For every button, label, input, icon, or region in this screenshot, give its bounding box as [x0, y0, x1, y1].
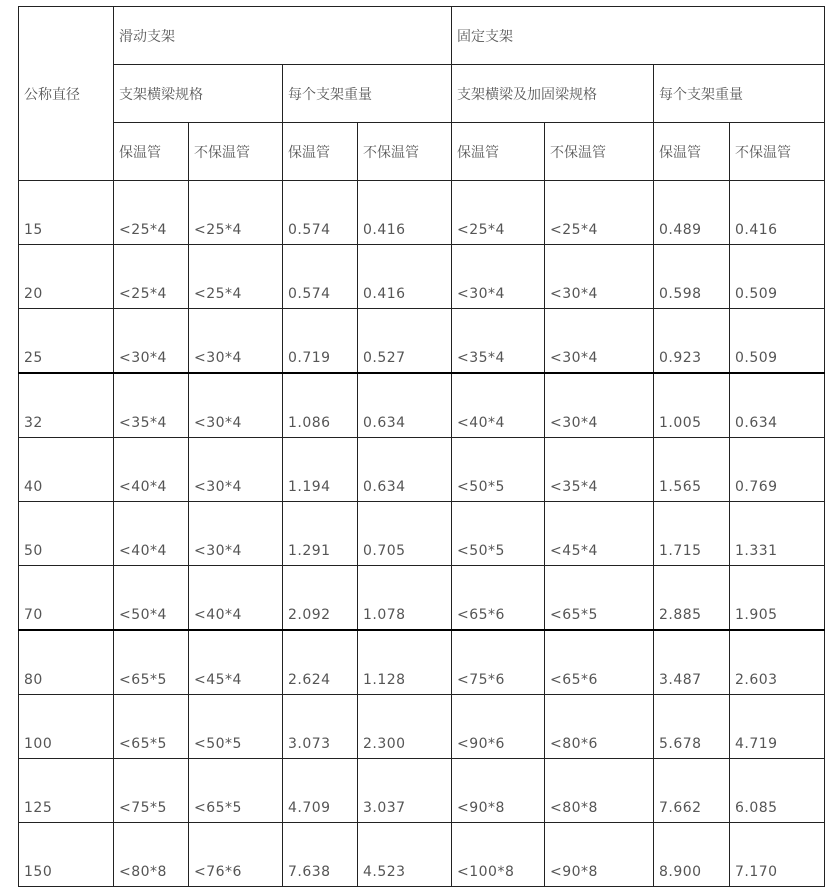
header-uninsulated: 不保温管: [358, 123, 452, 181]
cell-diameter: 80: [19, 630, 114, 695]
cell-sliding-spec-uninsulated: <25*4: [189, 245, 283, 309]
header-uninsulated: 不保温管: [545, 123, 654, 181]
header-insulated: 保温管: [654, 123, 730, 181]
header-fixed-weight: 每个支架重量: [654, 65, 825, 123]
cell-fixed-weight-insulated: 0.489: [654, 181, 730, 245]
cell-fixed-weight-insulated: 3.487: [654, 630, 730, 695]
cell-fixed-spec-insulated: <50*5: [452, 438, 545, 502]
cell-sliding-spec-uninsulated: <25*4: [189, 181, 283, 245]
cell-fixed-spec-insulated: <90*6: [452, 695, 545, 759]
table-row: [19, 309, 825, 374]
cell-fixed-weight-insulated: 1.005: [654, 373, 730, 438]
table-row: [19, 181, 825, 245]
cell-fixed-spec-uninsulated: <65*6: [545, 630, 654, 695]
cell-fixed-spec-insulated: <30*4: [452, 245, 545, 309]
pipe-support-table: [18, 6, 825, 887]
cell-diameter: 125: [19, 759, 114, 823]
cell-sliding-spec-uninsulated: <76*6: [189, 823, 283, 887]
cell-sliding-spec-insulated: <75*5: [114, 759, 189, 823]
cell-sliding-weight-uninsulated: 0.416: [358, 181, 452, 245]
header-sliding-spec: 支架横梁规格: [114, 65, 283, 123]
cell-fixed-weight-uninsulated: 6.085: [730, 759, 825, 823]
cell-sliding-spec-uninsulated: <30*4: [189, 502, 283, 566]
cell-diameter: 25: [19, 309, 114, 374]
cell-fixed-spec-insulated: <25*4: [452, 181, 545, 245]
cell-sliding-spec-uninsulated: <40*4: [189, 566, 283, 631]
cell-fixed-weight-uninsulated: 1.905: [730, 566, 825, 631]
table-row: [19, 502, 825, 566]
table-row: [19, 630, 825, 695]
cell-fixed-spec-uninsulated: <90*8: [545, 823, 654, 887]
cell-sliding-weight-uninsulated: 3.037: [358, 759, 452, 823]
cell-sliding-weight-insulated: 0.574: [283, 245, 358, 309]
cell-sliding-weight-insulated: 4.709: [283, 759, 358, 823]
cell-fixed-spec-insulated: <35*4: [452, 309, 545, 374]
cell-sliding-spec-insulated: <40*4: [114, 438, 189, 502]
cell-sliding-weight-uninsulated: 0.527: [358, 309, 452, 374]
cell-fixed-weight-uninsulated: 2.603: [730, 630, 825, 695]
cell-fixed-weight-insulated: 0.598: [654, 245, 730, 309]
cell-fixed-weight-uninsulated: 7.170: [730, 823, 825, 887]
cell-sliding-weight-uninsulated: 0.634: [358, 373, 452, 438]
cell-diameter: 100: [19, 695, 114, 759]
cell-fixed-spec-uninsulated: <65*5: [545, 566, 654, 631]
cell-fixed-weight-uninsulated: 4.719: [730, 695, 825, 759]
cell-fixed-weight-uninsulated: 0.769: [730, 438, 825, 502]
cell-fixed-weight-insulated: 1.565: [654, 438, 730, 502]
cell-sliding-spec-insulated: <65*5: [114, 630, 189, 695]
header-insulated: 保温管: [452, 123, 545, 181]
table-row: [19, 695, 825, 759]
cell-sliding-spec-insulated: <80*8: [114, 823, 189, 887]
cell-sliding-spec-uninsulated: <30*4: [189, 373, 283, 438]
cell-sliding-weight-insulated: 3.073: [283, 695, 358, 759]
cell-sliding-spec-uninsulated: <50*5: [189, 695, 283, 759]
cell-diameter: 150: [19, 823, 114, 887]
cell-fixed-spec-insulated: <65*6: [452, 566, 545, 631]
cell-sliding-weight-uninsulated: 4.523: [358, 823, 452, 887]
cell-sliding-spec-uninsulated: <65*5: [189, 759, 283, 823]
cell-sliding-weight-insulated: 7.638: [283, 823, 358, 887]
header-fixed-support: 固定支架: [452, 7, 825, 65]
cell-sliding-spec-uninsulated: <30*4: [189, 438, 283, 502]
cell-diameter: 40: [19, 438, 114, 502]
table-row: [19, 438, 825, 502]
cell-fixed-spec-uninsulated: <30*4: [545, 373, 654, 438]
cell-fixed-weight-insulated: 2.885: [654, 566, 730, 631]
cell-fixed-spec-uninsulated: <30*4: [545, 245, 654, 309]
cell-sliding-spec-insulated: <65*5: [114, 695, 189, 759]
cell-sliding-weight-uninsulated: 1.128: [358, 630, 452, 695]
cell-sliding-weight-insulated: 2.092: [283, 566, 358, 631]
cell-fixed-weight-insulated: 5.678: [654, 695, 730, 759]
cell-sliding-weight-uninsulated: 0.416: [358, 245, 452, 309]
cell-fixed-weight-uninsulated: 0.416: [730, 181, 825, 245]
table-row: [19, 566, 825, 631]
cell-sliding-weight-uninsulated: 1.078: [358, 566, 452, 631]
cell-sliding-weight-insulated: 0.574: [283, 181, 358, 245]
header-uninsulated: 不保温管: [189, 123, 283, 181]
cell-sliding-spec-insulated: <40*4: [114, 502, 189, 566]
header-sliding-support: 滑动支架: [114, 7, 452, 65]
cell-fixed-weight-insulated: 8.900: [654, 823, 730, 887]
cell-fixed-spec-uninsulated: <45*4: [545, 502, 654, 566]
cell-sliding-spec-insulated: <25*4: [114, 181, 189, 245]
table-row: [19, 245, 825, 309]
header-sliding-weight: 每个支架重量: [283, 65, 452, 123]
cell-sliding-weight-insulated: 1.194: [283, 438, 358, 502]
header-nominal-diameter: 公称直径: [19, 7, 114, 181]
header-fixed-spec: 支架横梁及加固梁规格: [452, 65, 654, 123]
cell-sliding-weight-insulated: 1.291: [283, 502, 358, 566]
cell-sliding-weight-insulated: 0.719: [283, 309, 358, 374]
cell-sliding-spec-uninsulated: <30*4: [189, 309, 283, 374]
table-row: [19, 759, 825, 823]
cell-diameter: 15: [19, 181, 114, 245]
header-insulated: 保温管: [114, 123, 189, 181]
cell-diameter: 70: [19, 566, 114, 631]
cell-fixed-weight-uninsulated: 0.509: [730, 245, 825, 309]
cell-sliding-spec-uninsulated: <45*4: [189, 630, 283, 695]
table-row: [19, 373, 825, 438]
cell-sliding-spec-insulated: <50*4: [114, 566, 189, 631]
cell-fixed-spec-uninsulated: <25*4: [545, 181, 654, 245]
cell-fixed-spec-uninsulated: <35*4: [545, 438, 654, 502]
header-insulated: 保温管: [283, 123, 358, 181]
cell-sliding-weight-uninsulated: 0.634: [358, 438, 452, 502]
cell-diameter: 20: [19, 245, 114, 309]
cell-diameter: 32: [19, 373, 114, 438]
cell-fixed-weight-uninsulated: 1.331: [730, 502, 825, 566]
cell-fixed-weight-uninsulated: 0.634: [730, 373, 825, 438]
cell-fixed-spec-insulated: <40*4: [452, 373, 545, 438]
cell-fixed-spec-insulated: <50*5: [452, 502, 545, 566]
cell-sliding-spec-insulated: <25*4: [114, 245, 189, 309]
table-row: [19, 823, 825, 887]
cell-fixed-weight-insulated: 1.715: [654, 502, 730, 566]
cell-fixed-weight-uninsulated: 0.509: [730, 309, 825, 374]
cell-fixed-spec-insulated: <75*6: [452, 630, 545, 695]
cell-fixed-spec-uninsulated: <30*4: [545, 309, 654, 374]
cell-fixed-weight-insulated: 0.923: [654, 309, 730, 374]
cell-fixed-spec-uninsulated: <80*6: [545, 695, 654, 759]
cell-diameter: 50: [19, 502, 114, 566]
cell-fixed-spec-uninsulated: <80*8: [545, 759, 654, 823]
cell-fixed-spec-insulated: <100*8: [452, 823, 545, 887]
cell-sliding-weight-uninsulated: 2.300: [358, 695, 452, 759]
cell-sliding-weight-uninsulated: 0.705: [358, 502, 452, 566]
header-uninsulated: 不保温管: [730, 123, 825, 181]
cell-sliding-spec-insulated: <30*4: [114, 309, 189, 374]
cell-sliding-weight-insulated: 1.086: [283, 373, 358, 438]
cell-sliding-weight-insulated: 2.624: [283, 630, 358, 695]
cell-fixed-spec-insulated: <90*8: [452, 759, 545, 823]
cell-sliding-spec-insulated: <35*4: [114, 373, 189, 438]
cell-fixed-weight-insulated: 7.662: [654, 759, 730, 823]
